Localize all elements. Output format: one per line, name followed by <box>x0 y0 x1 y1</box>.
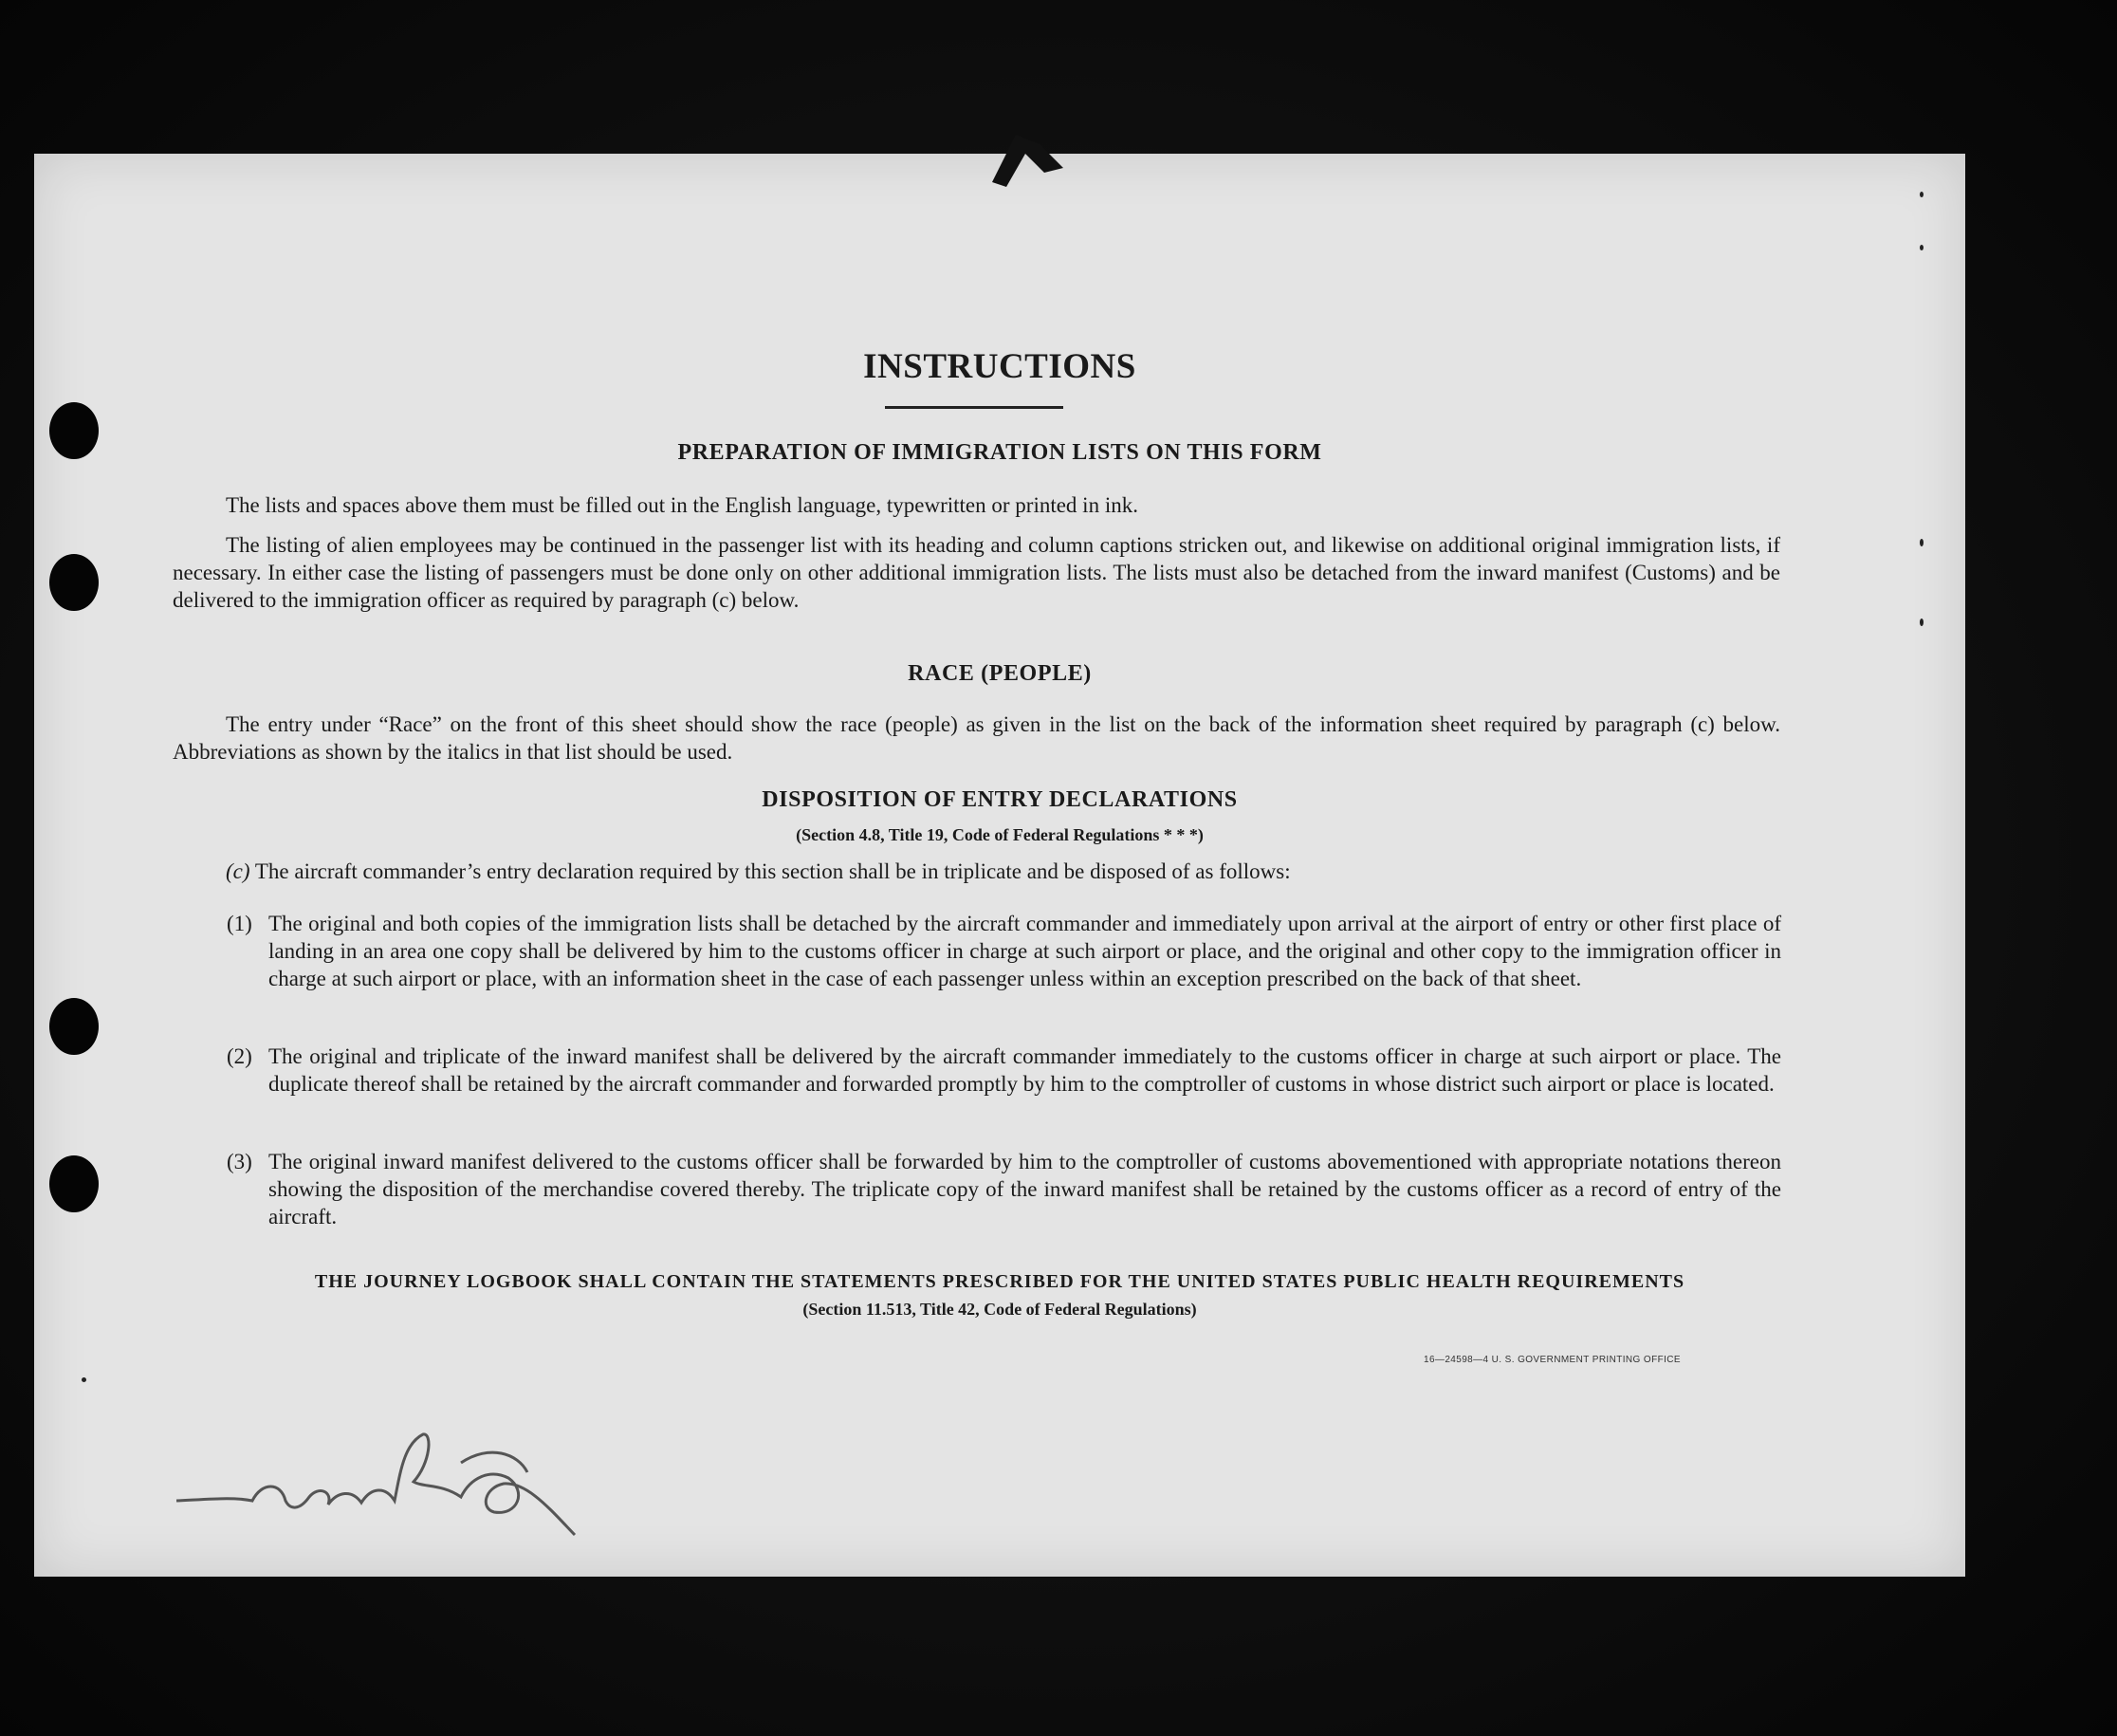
item-number: (3) <box>227 1150 252 1173</box>
footer-citation: (Section 11.513, Title 42, Code of Federal Regulations) <box>802 1300 1197 1319</box>
page-title: INSTRUCTIONS <box>863 347 1136 386</box>
item-number: (2) <box>227 1044 252 1068</box>
printing-info: 16—24598—4 U. S. GOVERNMENT PRINTING OFFICE <box>1424 1355 1681 1365</box>
list-item <box>227 1148 1781 1230</box>
intro-text: The aircraft commander’s entry declaration required by this section shall be in triplicate and be disposed of as follows: <box>254 859 1291 883</box>
title-divider <box>885 406 1063 409</box>
punch-hole <box>49 998 99 1055</box>
speck <box>1920 245 1924 250</box>
paragraph-disposition-intro <box>226 858 1781 885</box>
paragraph-race: The entry under “Race” on the front of this sheet should show the race (people) as given in the list on the back of the information sheet required by paragraph (c) below. Abbreviations as shown by the italics in that list should be used. <box>173 712 1780 764</box>
item-number: (1) <box>227 912 252 935</box>
ink-mark-icon <box>973 125 1077 201</box>
speck <box>1920 539 1924 546</box>
intro-label: (c) <box>226 859 250 883</box>
punch-hole <box>49 1155 99 1212</box>
list-item <box>227 910 1781 992</box>
citation-disposition: (Section 4.8, Title 19, Code of Federal Regulations * * *) <box>796 825 1204 844</box>
item-text: The original inward manifest delivered to the customs officer shall be forwarded by him to the comptroller of customs abovementioned with appropriate notations thereon showing the disposition of the merchandise covered thereby. The triplicate copy of the inward manifest shall be retained by the customs officer as a record of entry of the aircraft. <box>268 1150 1781 1228</box>
heading-disposition: DISPOSITION OF ENTRY DECLARATIONS <box>762 787 1238 812</box>
punch-hole <box>49 554 99 611</box>
speck <box>1920 619 1924 626</box>
item-text: The original and triplicate of the inward manifest shall be delivered by the aircraft commander immediately to the customs officer in charge at such airport or place. The duplicate thereof shall be retained by the aircraft commander and forwarded promptly by him to the comptroller of customs in whose district such airport or place is located. <box>268 1044 1781 1096</box>
punch-hole <box>49 402 99 459</box>
speck <box>82 1377 86 1382</box>
speck <box>1920 192 1924 197</box>
heading-preparation: PREPARATION OF IMMIGRATION LISTS ON THIS FORM <box>677 440 1322 465</box>
signature <box>176 1406 613 1548</box>
heading-race: RACE (PEOPLE) <box>908 661 1092 686</box>
footer-statement: THE JOURNEY LOGBOOK SHALL CONTAIN THE STATEMENTS PRESCRIBED FOR THE UNITED STATES PUBLIC HEALTH REQUIREMENTS <box>314 1271 1685 1292</box>
paragraph-preparation-1: The lists and spaces above them must be filled out in the English language, typewritten or printed in ink. <box>226 493 1138 517</box>
list-item <box>227 1043 1781 1098</box>
paragraph-preparation-2: The listing of alien employees may be continued in the passenger list with its heading and column captions stricken out, and likewise on additional original immigration lists, if necessary. In either case the listing of passengers must be done only on other additional immigration lists. The lists must also be detached from the inward manifest (Customs) and be delivered to the immigration officer as required by paragraph (c) below. <box>173 533 1780 612</box>
document-page <box>34 154 1965 1577</box>
item-text: The original and both copies of the immigration lists shall be detached by the aircraft commander and immediately upon arrival at the airport of entry or other first place of landing in an area one copy shall be delivered by him to the customs officer in charge at such airport or place, and the original and other copy to the immigration officer in charge at such airport or place, with an information sheet in the case of each passenger unless within an exception prescribed on the back of that sheet. <box>268 912 1781 990</box>
